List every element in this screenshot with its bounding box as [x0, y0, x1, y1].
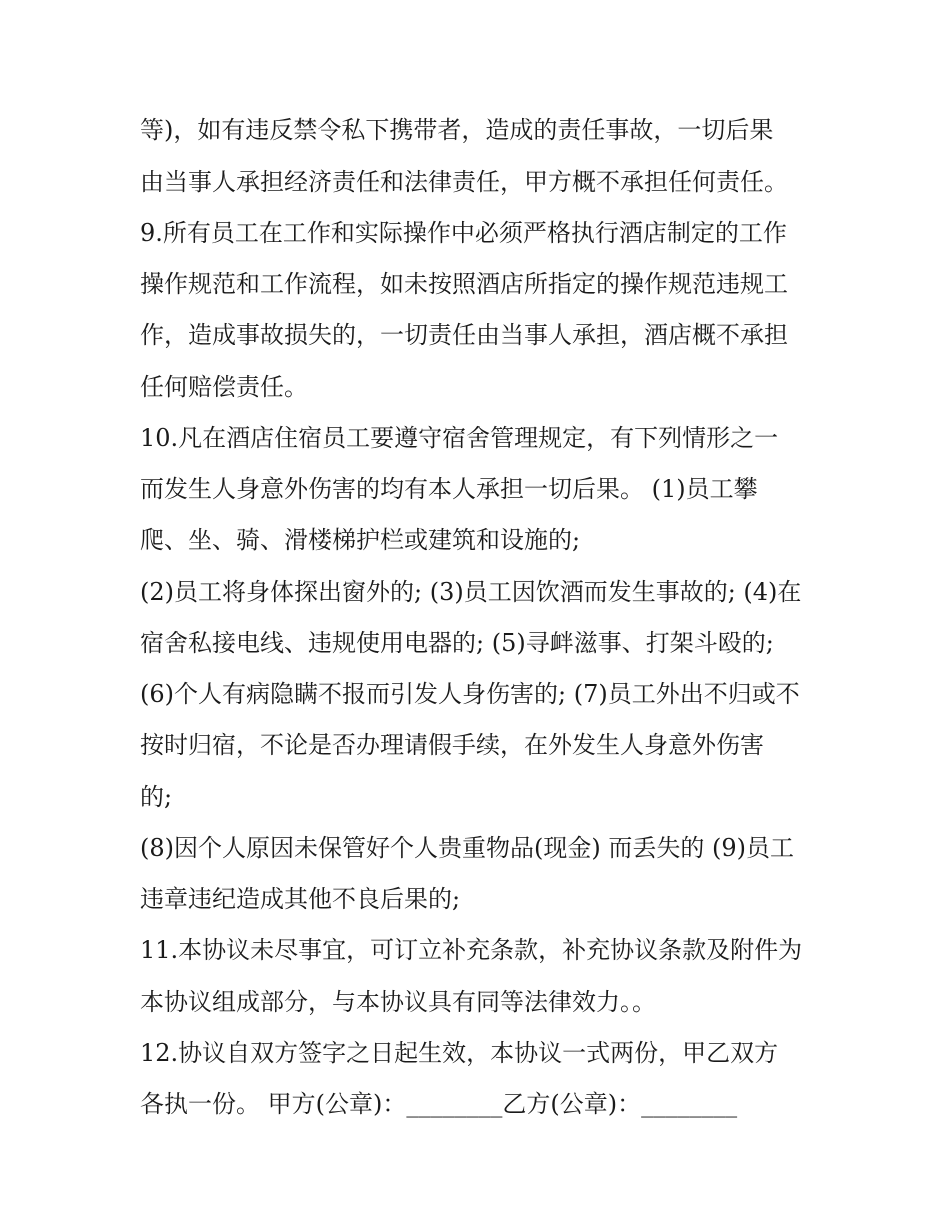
text-line: 爬、坐、骑、滑楼梯护栏或建筑和设施的;	[140, 526, 581, 554]
text-line: 任何赔偿责任。	[140, 373, 308, 401]
text-line: 违章违纪造成其他不良后果的;	[140, 885, 461, 913]
text-line: 10.凡在酒店住宿员工要遵守宿舍管理规定，有下列情形之一	[140, 424, 779, 452]
text-line: 11.本协议未尽事宜，可订立补充条款，补充协议条款及附件为	[140, 936, 803, 964]
text-line: 等)，如有违反禁令私下携带者，造成的责任事故，一切后果	[140, 116, 774, 144]
text-line: 的;	[140, 783, 173, 811]
text-line: (8)因个人原因未保管好个人贵重物品(现金) 而丢失的 (9)员工	[140, 834, 794, 862]
text-line: 按时归宿，不论是否办理请假手续，在外发生人身意外伤害	[140, 731, 764, 759]
text-line: 宿舍私接电线、违规使用电器的; (5)寻衅滋事、打架斗殴的;	[140, 629, 774, 657]
signature-line: 各执一份。 甲方(公章)：________乙方(公章)：________	[140, 1090, 738, 1118]
text-line: 而发生人身意外伤害的均有本人承担一切后果。 (1)员工攀	[140, 475, 758, 503]
text-line: (2)员工将身体探出窗外的; (3)员工因饮酒而发生事故的; (4)在	[140, 578, 802, 606]
text-line: 操作规范和工作流程，如未按照酒店所指定的操作规范违规工	[140, 270, 788, 298]
text-line: (6)个人有病隐瞒不报而引发人身伤害的; (7)员工外出不归或不	[140, 680, 800, 708]
text-line: 由当事人承担经济责任和法律责任，甲方概不承担任何责任。	[140, 168, 788, 196]
text-line: 本协议组成部分，与本协议具有同等法律效力。。	[140, 988, 656, 1016]
text-line: 作，造成事故损失的，一切责任由当事人承担，酒店概不承担	[140, 321, 788, 349]
text-line: 12.协议自双方签字之日起生效，本协议一式两份，甲乙双方	[140, 1039, 779, 1067]
text-line: 9.所有员工在工作和实际操作中必须严格执行酒店制定的工作	[140, 219, 787, 247]
